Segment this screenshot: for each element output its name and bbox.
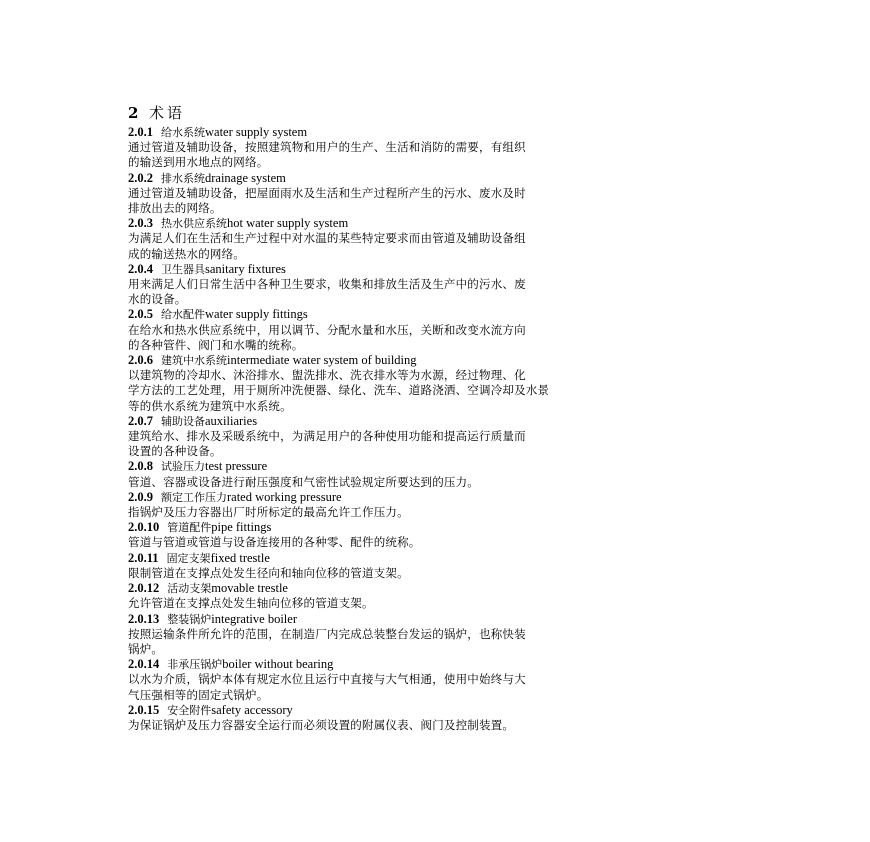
term-entry <box>128 171 768 217</box>
chapter-title <box>128 103 768 125</box>
term-entry <box>128 125 768 171</box>
term-definition-line: 在给水和热水供应系统中，用以调节、分配水量和水压，关断和改变水流方向 <box>128 322 526 337</box>
term-definition-line: 管道、容器或设备进行耐压强度和气密性试验规定所要达到的压力。 <box>128 474 479 489</box>
term-english-name: integrative boiler <box>211 611 297 626</box>
term-definition-line: 排放出去的网络。 <box>128 201 222 216</box>
term-chinese-name: 额定工作压力 <box>161 490 227 504</box>
term-definition-line: 锅炉。 <box>128 641 164 656</box>
term-chinese-name: 管道配件 <box>167 521 212 535</box>
term-heading <box>128 459 768 474</box>
term-heading <box>128 262 768 277</box>
term-chinese-name: 试验压力 <box>161 460 205 474</box>
term-heading <box>128 171 768 186</box>
term-chinese-name: 安全附件 <box>167 703 212 717</box>
term-definition-line: 设置的各种设备。 <box>128 444 222 459</box>
term-definition-line: 管道与管道或管道与设备连接用的各种零、配件的统称。 <box>128 535 421 550</box>
term-entry <box>128 490 768 520</box>
term-definition-line: 通过管道及辅助设备，把屋面雨水及生活和生产过程所产生的污水、废水及时 <box>128 185 526 200</box>
term-definition-line: 按照运输条件所允许的范围，在制造厂内完成总装整台发运的锅炉，也称快装 <box>128 626 526 641</box>
term-number: 2.0.3 <box>128 216 153 231</box>
term-heading <box>128 353 768 368</box>
term-heading <box>128 307 768 322</box>
term-chinese-name: 给水配件 <box>161 308 205 322</box>
term-number: 2.0.4 <box>128 261 153 276</box>
term-chinese-name: 辅助设备 <box>161 414 205 428</box>
term-entry <box>128 459 768 489</box>
term-heading <box>128 414 768 429</box>
term-number: 2.0.11 <box>128 550 159 565</box>
term-heading <box>128 216 768 231</box>
term-definition-line: 通过管道及辅助设备，按照建筑物和用户的生产、生活和消防的需要，有组织 <box>128 140 526 155</box>
term-english-name: drainage system <box>205 170 286 185</box>
term-english-name: boiler without bearing <box>222 657 334 672</box>
term-chinese-name: 非承压锅炉 <box>167 658 223 672</box>
term-english-name: safety accessory <box>211 702 293 717</box>
term-definition-line: 的各种管件、阀门和水嘴的统称。 <box>128 337 304 352</box>
term-definition-line: 允许管道在支撑点处发生轴向位移的管道支架。 <box>128 596 374 611</box>
term-english-name: fixed trestle <box>210 550 270 565</box>
term-definition-line: 建筑给水、排水及采暖系统中，为满足用户的各种使用功能和提高运行质量而 <box>128 429 526 444</box>
term-entry <box>128 551 768 581</box>
chapter-title-text: 术语 <box>148 104 185 122</box>
term-number: 2.0.7 <box>128 413 153 428</box>
term-chinese-name: 给水系统 <box>161 126 205 139</box>
term-definition-line: 水的设备。 <box>128 292 187 307</box>
term-definition-line: 的输送到用水地点的网络。 <box>128 155 269 170</box>
term-definition-line: 为保证锅炉及压力容器安全运行而必须设置的附属仪表、阀门及控制装置。 <box>128 717 515 732</box>
term-heading <box>128 703 768 718</box>
term-english-name: intermediate water system of building <box>227 353 417 368</box>
term-english-name: movable trestle <box>211 581 288 596</box>
term-definition-line: 以建筑物的冷却水、沐浴排水、盥洗排水、洗衣排水等为水源，经过物理、化 <box>128 368 526 383</box>
term-heading <box>128 612 768 627</box>
term-entry <box>128 520 768 550</box>
term-number: 2.0.1 <box>128 125 153 139</box>
term-number: 2.0.8 <box>128 459 153 474</box>
chapter-number: 2 <box>128 104 139 122</box>
term-number: 2.0.12 <box>128 581 160 596</box>
term-definition-line: 指锅炉及压力容器出厂时所标定的最高允许工作压力。 <box>128 505 409 520</box>
term-english-name: sanitary fixtures <box>205 261 286 276</box>
term-definition-line: 成的输送热水的网络。 <box>128 246 245 261</box>
term-entry <box>128 657 768 703</box>
term-english-name: pipe fittings <box>211 520 272 535</box>
term-english-name: rated working pressure <box>227 489 342 504</box>
term-definition-line: 用来满足人们日常生活中各种卫生要求，收集和排放生活及生产中的污水、废 <box>128 277 526 292</box>
term-heading <box>128 581 768 596</box>
term-number: 2.0.9 <box>128 489 153 504</box>
terms-list <box>128 125 768 733</box>
term-number: 2.0.6 <box>128 353 153 368</box>
term-entry <box>128 414 768 460</box>
term-definition-line: 以水为介质，锅炉本体有规定水位且运行中直接与大气相通，使用中始终与大 <box>128 672 526 687</box>
term-english-name: water supply system <box>205 125 308 139</box>
term-definition-line: 限制管道在支撑点处发生径向和轴向位移的管道支架。 <box>128 565 409 580</box>
term-number: 2.0.13 <box>128 611 160 626</box>
term-definition-line: 为满足人们在生活和生产过程中对水温的某些特定要求而由管道及辅助设备组 <box>128 231 526 246</box>
term-english-name: hot water supply system <box>227 216 349 231</box>
term-number: 2.0.2 <box>128 170 153 185</box>
term-heading <box>128 125 768 140</box>
term-number: 2.0.10 <box>128 520 160 535</box>
term-heading <box>128 657 768 672</box>
term-chinese-name: 卫生器具 <box>161 262 205 276</box>
term-chinese-name: 整装锅炉 <box>167 612 212 626</box>
term-number: 2.0.15 <box>128 702 160 717</box>
term-heading <box>128 551 768 566</box>
term-entry <box>128 216 768 262</box>
term-entry <box>128 612 768 658</box>
term-definition-line: 等的供水系统为建筑中水系统。 <box>128 398 292 413</box>
document-content <box>128 103 768 733</box>
term-chinese-name: 建筑中水系统 <box>161 354 227 368</box>
term-entry <box>128 262 768 308</box>
term-heading <box>128 490 768 505</box>
term-chinese-name: 排水系统 <box>161 171 205 185</box>
term-chinese-name: 活动支架 <box>167 582 212 596</box>
term-number: 2.0.5 <box>128 307 153 322</box>
term-number: 2.0.14 <box>128 657 160 672</box>
term-entry <box>128 581 768 611</box>
term-chinese-name: 热水供应系统 <box>161 217 227 231</box>
term-definition-line: 气压强相等的固定式锅炉。 <box>128 687 269 702</box>
term-chinese-name: 固定支架 <box>166 551 211 565</box>
term-english-name: water supply fittings <box>205 307 308 322</box>
term-english-name: auxiliaries <box>205 413 258 428</box>
term-entry <box>128 353 768 414</box>
term-entry <box>128 307 768 353</box>
term-heading <box>128 520 768 535</box>
term-english-name: test pressure <box>205 459 268 474</box>
term-definition-line: 学方法的工艺处理，用于厕所冲洗便器、绿化、洗车、道路浇洒、空调冷却及水景 <box>128 383 550 398</box>
term-entry <box>128 703 768 733</box>
